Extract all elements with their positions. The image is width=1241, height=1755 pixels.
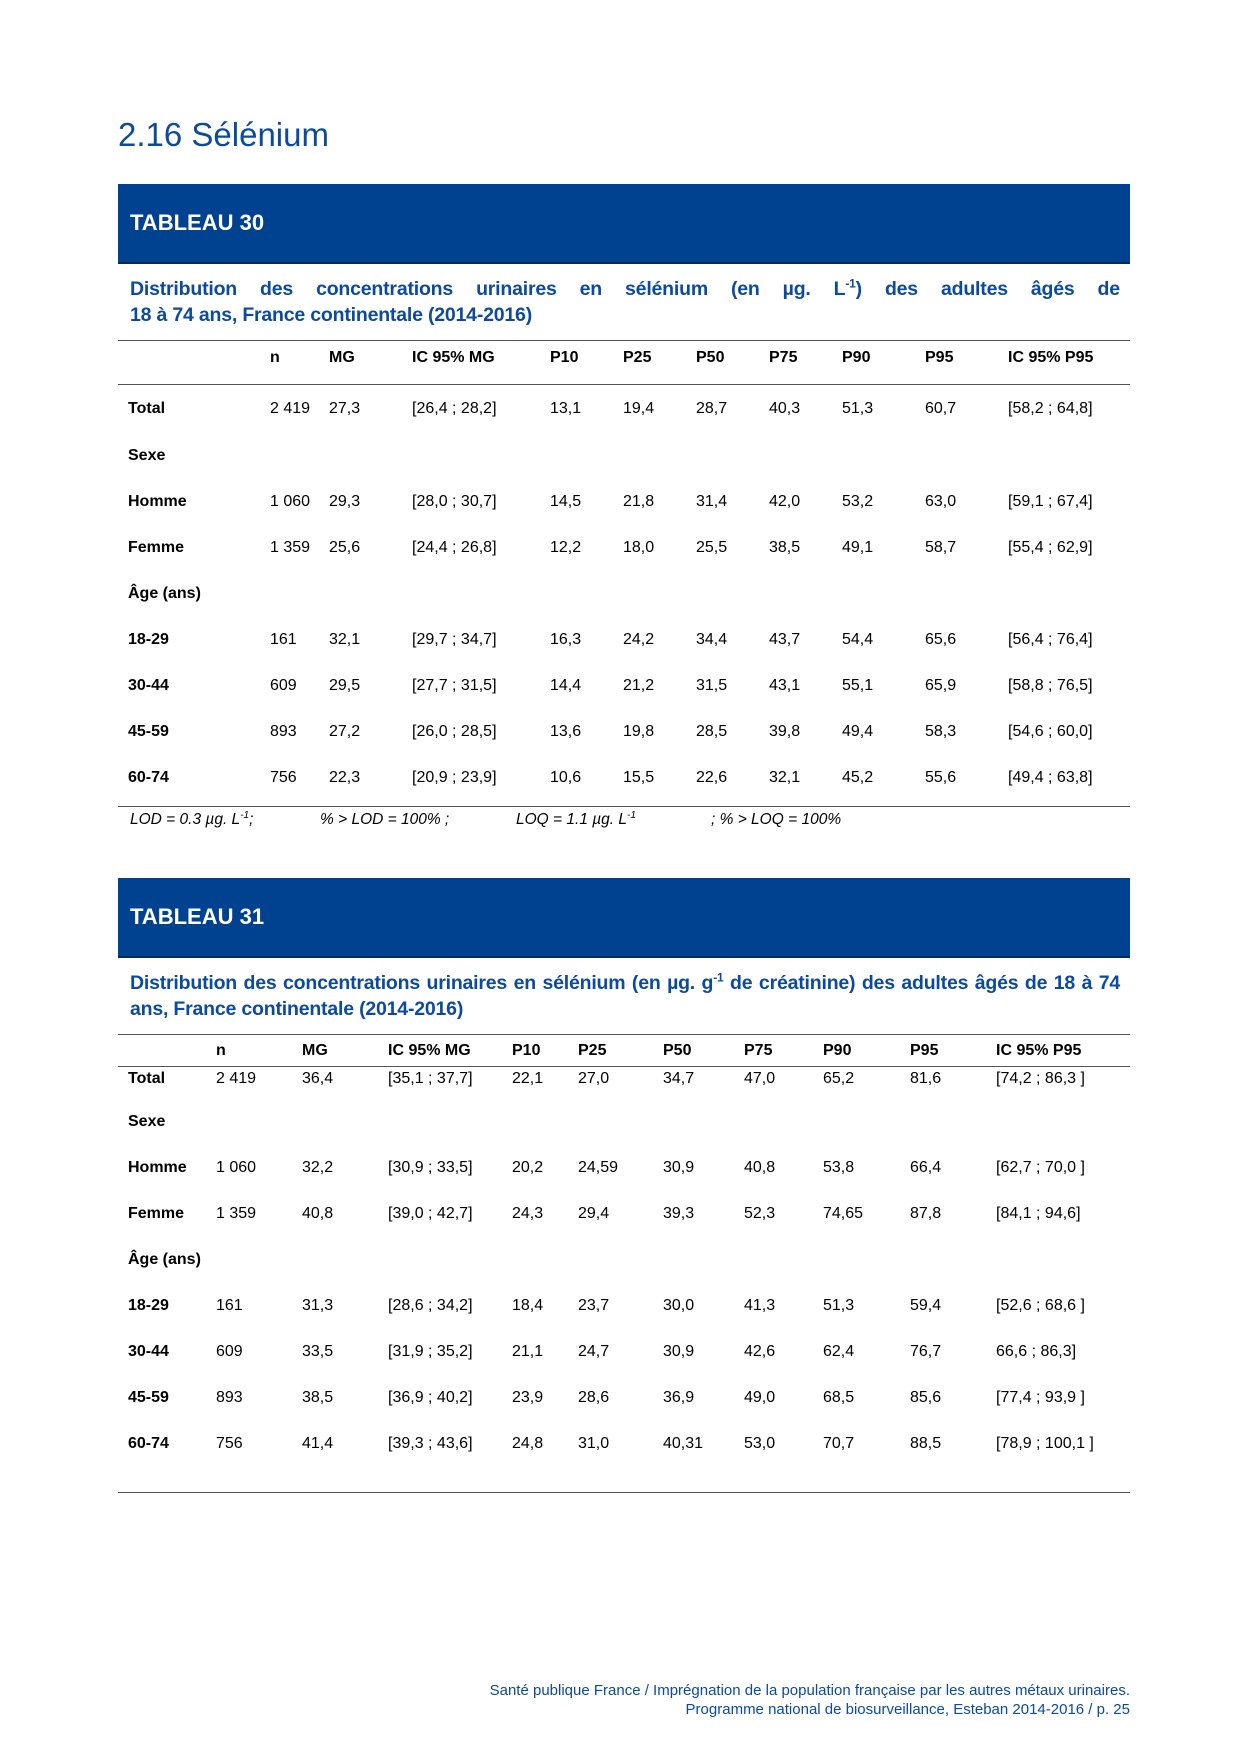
table-cell: 49,4 <box>842 722 874 740</box>
table-cell: 85,6 <box>910 1388 942 1406</box>
table-cell: 23,7 <box>578 1296 610 1314</box>
table-cell: 12,2 <box>550 538 582 556</box>
table-cell: 19,8 <box>623 722 655 740</box>
row-label: Sexe <box>128 446 166 464</box>
table-cell: 63,0 <box>925 492 957 510</box>
table-cell <box>578 1237 663 1283</box>
table-cell: 31,5 <box>696 676 728 694</box>
table-row <box>118 663 1130 709</box>
table-cell: [58,2 ; 64,8] <box>1008 399 1093 417</box>
table-31 <box>118 1034 1130 1493</box>
table-cell: 38,5 <box>769 538 801 556</box>
table-cell <box>412 433 550 479</box>
table-cell <box>663 1237 744 1283</box>
table-cell <box>744 1237 823 1283</box>
table-cell <box>696 571 769 617</box>
table-cell: 13,6 <box>550 722 582 740</box>
caption-word: en <box>579 278 603 300</box>
table-cell: 30,9 <box>663 1342 695 1360</box>
table-cell <box>623 433 696 479</box>
table-cell: 893 <box>270 722 297 740</box>
table-cell: 24,2 <box>623 630 655 648</box>
table-cell: 36,4 <box>302 1070 334 1087</box>
table-cell <box>1008 571 1130 617</box>
table-cell: 30,9 <box>663 1158 695 1176</box>
table-cell <box>302 1099 388 1145</box>
column-header <box>118 341 270 385</box>
table-cell: 43,1 <box>769 676 801 694</box>
row-label: Âge (ans) <box>128 584 201 602</box>
table-cell <box>623 571 696 617</box>
table-cell: 14,5 <box>550 492 582 510</box>
row-label: Femme <box>128 1204 185 1222</box>
table-cell: 27,3 <box>329 399 361 417</box>
table-cell: 609 <box>270 676 297 694</box>
table-cell <box>388 1237 512 1283</box>
table-cell: 49,1 <box>842 538 874 556</box>
table-cell: 31,3 <box>302 1296 334 1314</box>
table-cell: [26,4 ; 28,2] <box>412 399 497 417</box>
table-cell: 74,65 <box>823 1204 864 1222</box>
table-cell: 16,3 <box>550 630 582 648</box>
caption-word: adultes <box>940 278 1008 300</box>
table-cell <box>744 1099 823 1145</box>
table-cell: [59,1 ; 67,4] <box>1008 492 1093 510</box>
table-cell <box>842 571 925 617</box>
table-cell: 36,9 <box>663 1388 695 1406</box>
column-header: P75 <box>744 1041 773 1059</box>
table-cell: 47,0 <box>744 1070 776 1087</box>
table-cell: 43,7 <box>769 630 801 648</box>
table-cell <box>996 1099 1130 1145</box>
table-cell: 1 060 <box>270 492 311 510</box>
column-header: P10 <box>550 349 579 366</box>
column-header: MG <box>329 349 355 366</box>
table-cell <box>1008 433 1130 479</box>
table-cell <box>512 1237 578 1283</box>
row-label: 30-44 <box>128 676 169 694</box>
table-cell <box>823 1237 910 1283</box>
table-cell: 28,5 <box>696 722 728 740</box>
table-cell: [31,9 ; 35,2] <box>388 1342 473 1360</box>
column-header: MG <box>302 1041 328 1059</box>
table-cell: [24,4 ; 26,8] <box>412 538 497 556</box>
table-cell: [35,1 ; 37,7] <box>388 1070 473 1087</box>
row-label: Âge (ans) <box>128 1250 201 1268</box>
table-cell: [39,3 ; 43,6] <box>388 1434 473 1452</box>
table-cell: 24,8 <box>512 1434 544 1452</box>
column-header: P95 <box>910 1041 939 1059</box>
table-cell: 1 359 <box>270 538 311 556</box>
caption-word: des <box>260 278 294 300</box>
table-cell <box>270 571 329 617</box>
table-cell: 18,0 <box>623 538 655 556</box>
table-cell: 31,0 <box>578 1434 610 1452</box>
table-cell <box>663 1099 744 1145</box>
table-cell: 66,6 ; 86,3] <box>996 1342 1077 1360</box>
caption-word: (en <box>730 278 760 300</box>
table-cell: 1 359 <box>216 1204 257 1222</box>
table-cell <box>925 571 1008 617</box>
table-cell <box>512 1099 578 1145</box>
table-cell: 65,9 <box>925 676 957 694</box>
table-cell: 21,2 <box>623 676 655 694</box>
table-cell <box>216 1099 302 1145</box>
table-cell: 88,5 <box>910 1434 942 1452</box>
table-cell: 27,2 <box>329 722 361 740</box>
table-cell: 54,4 <box>842 630 874 648</box>
row-label: Homme <box>128 1158 187 1176</box>
table-row <box>118 1067 1130 1099</box>
table-cell: 14,4 <box>550 676 582 694</box>
row-label: Sexe <box>128 1112 166 1130</box>
table-cell: 59,4 <box>910 1296 942 1314</box>
table-cell: [58,8 ; 76,5] <box>1008 676 1093 694</box>
table-cell: 23,9 <box>512 1388 544 1406</box>
table-cell: 42,6 <box>744 1342 776 1360</box>
table-cell: 40,8 <box>302 1204 334 1222</box>
table-cell: [49,4 ; 63,8] <box>1008 768 1093 786</box>
table-cell: [27,7 ; 31,5] <box>412 676 497 694</box>
table-cell <box>910 1237 996 1283</box>
table-cell: 893 <box>216 1388 243 1406</box>
row-label: Total <box>128 399 166 417</box>
table-cell: [26,0 ; 28,5] <box>412 722 497 740</box>
table-cell: 24,59 <box>578 1158 619 1176</box>
row-label: Total <box>128 1070 166 1087</box>
table-cell: 27,0 <box>578 1070 610 1087</box>
table-cell <box>270 433 329 479</box>
column-header: n <box>216 1041 226 1059</box>
table-cell: 40,31 <box>663 1434 704 1452</box>
table-cell: 19,4 <box>623 399 655 417</box>
table-cell: 1 060 <box>216 1158 257 1176</box>
caption-word: µg. <box>782 278 811 300</box>
caption-word: sélénium <box>625 278 708 300</box>
table-cell: 24,7 <box>578 1342 610 1360</box>
table-cell: 33,5 <box>302 1342 334 1360</box>
table-cell: 51,3 <box>842 399 874 417</box>
table-row <box>118 1099 1130 1145</box>
table-cell: 55,6 <box>925 768 957 786</box>
table-cell: 39,8 <box>769 722 801 740</box>
table-cell <box>550 571 623 617</box>
table-cell <box>216 1237 302 1283</box>
row-label: Femme <box>128 538 185 556</box>
column-header: P90 <box>842 349 871 366</box>
column-header: P10 <box>512 1041 541 1059</box>
caption-line-2: 18 à 74 ans, France continentale (2014-2016) <box>130 304 532 326</box>
table-cell: 15,5 <box>623 768 655 786</box>
table-cell: 28,7 <box>696 399 728 417</box>
table-cell <box>550 433 623 479</box>
table-cell: 65,2 <box>823 1070 855 1087</box>
table-cell: 10,6 <box>550 768 582 786</box>
table-31-block <box>118 878 1130 1493</box>
table-cell: 55,1 <box>842 676 874 694</box>
table-cell: 756 <box>270 768 297 786</box>
table-cell <box>696 433 769 479</box>
table-row <box>118 479 1130 525</box>
table-cell: 25,6 <box>329 538 361 556</box>
table-31-header-row <box>118 1035 1130 1067</box>
lod-note: LOD = 0.3 µg. $L^{-1}$; <box>130 809 254 828</box>
table-cell: 2 419 <box>216 1070 257 1087</box>
table-30-note <box>118 807 1130 833</box>
table-cell: 39,3 <box>663 1204 695 1222</box>
table-bottom-rule <box>118 801 1130 807</box>
lod-percent-note: % > LOD = 100% ; <box>320 811 450 828</box>
table-cell: [55,4 ; 62,9] <box>1008 538 1093 556</box>
table-cell: 41,3 <box>744 1296 776 1314</box>
table-cell: 81,6 <box>910 1070 942 1087</box>
column-header: P95 <box>925 349 954 366</box>
table-cell: 28,6 <box>578 1388 610 1406</box>
table-cell: 18,4 <box>512 1296 544 1314</box>
section-title: 2.16 Sélénium <box>118 116 329 153</box>
column-header: P50 <box>663 1041 692 1059</box>
table-cell: [54,6 ; 60,0] <box>1008 722 1093 740</box>
table-cell: [77,4 ; 93,9 ] <box>996 1388 1085 1406</box>
table-row <box>118 525 1130 571</box>
table-30-block <box>118 184 1130 833</box>
table-cell: 42,0 <box>769 492 801 510</box>
row-label: 45-59 <box>128 722 169 740</box>
table-cell: 65,6 <box>925 630 957 648</box>
table-cell <box>910 1099 996 1145</box>
table-cell <box>329 571 412 617</box>
table-cell: 31,4 <box>696 492 728 510</box>
row-label: Homme <box>128 492 187 510</box>
column-header: n <box>270 349 280 366</box>
table-cell: [84,1 ; 94,6] <box>996 1204 1081 1222</box>
caption-word: concentrations <box>316 278 454 300</box>
table-cell <box>578 1099 663 1145</box>
table-row <box>118 617 1130 663</box>
table-row <box>118 1283 1130 1329</box>
column-header: P90 <box>823 1041 852 1059</box>
table-cell: 21,8 <box>623 492 655 510</box>
table-cell: [30,9 ; 33,5] <box>388 1158 473 1176</box>
table-cell: 40,8 <box>744 1158 776 1176</box>
table-cell: 22,6 <box>696 768 728 786</box>
table-cell <box>412 571 550 617</box>
table-row <box>118 1421 1130 1467</box>
table-cell: 40,3 <box>769 399 801 417</box>
table-cell: 22,1 <box>512 1070 544 1087</box>
table-row <box>118 1191 1130 1237</box>
loq-note: LOQ = 1.1 µg. $L^{-1}$ <box>516 809 636 828</box>
column-header: IC 95% MG <box>388 1041 471 1059</box>
caption-word: des <box>884 278 918 300</box>
table-cell: [28,0 ; 30,7] <box>412 492 497 510</box>
table-cell <box>996 1237 1130 1283</box>
table-cell: 29,5 <box>329 676 361 694</box>
table-cell: 51,3 <box>823 1296 855 1314</box>
table-cell: 62,4 <box>823 1342 855 1360</box>
table-30 <box>118 340 1130 807</box>
table-row <box>118 433 1130 479</box>
table-cell: 34,7 <box>663 1070 695 1087</box>
caption-word: Distribution <box>130 278 238 300</box>
column-header: IC 95% P95 <box>996 1041 1082 1059</box>
table-cell <box>329 433 412 479</box>
table-cell <box>842 433 925 479</box>
table-cell <box>823 1099 910 1145</box>
table-cell: [74,2 ; 86,3 ] <box>996 1070 1085 1087</box>
row-label: 18-29 <box>128 1296 169 1314</box>
row-label: 18-29 <box>128 630 169 648</box>
footer-line-2: Programme national de biosurveillance, Esteban 2014-2016 / p. 25 <box>685 1701 1130 1718</box>
table-cell <box>388 1099 512 1145</box>
table-cell: 52,3 <box>744 1204 776 1222</box>
table-row <box>118 1329 1130 1375</box>
column-header: P50 <box>696 349 725 366</box>
loq-percent-note: ; % > LOQ = 100% <box>711 811 842 828</box>
table-row <box>118 571 1130 617</box>
table-cell: [78,9 ; 100,1 ] <box>996 1434 1094 1452</box>
table-row <box>118 1145 1130 1191</box>
table-cell: 53,0 <box>744 1434 776 1452</box>
caption-word: urinaires <box>476 278 557 300</box>
table-cell: 20,2 <box>512 1158 544 1176</box>
table-cell: 38,5 <box>302 1388 334 1406</box>
table-row <box>118 709 1130 755</box>
table-cell: 53,8 <box>823 1158 855 1176</box>
table-cell: 29,4 <box>578 1204 610 1222</box>
table-cell: 21,1 <box>512 1342 544 1360</box>
table-30-header-row <box>118 341 1130 385</box>
table-cell: 53,2 <box>842 492 874 510</box>
page-footer <box>490 1681 1130 1719</box>
table-cell: 22,3 <box>329 768 361 786</box>
table-cell: [28,6 ; 34,2] <box>388 1296 473 1314</box>
column-header: P25 <box>623 349 652 366</box>
table-cell: [56,4 ; 76,4] <box>1008 630 1093 648</box>
table-cell <box>925 433 1008 479</box>
table-cell: [52,6 ; 68,6 ] <box>996 1296 1085 1314</box>
table-cell: 87,8 <box>910 1204 942 1222</box>
table-cell: 25,5 <box>696 538 728 556</box>
table-cell: [36,9 ; 40,2] <box>388 1388 473 1406</box>
table-31-caption: Distribution des concentrations urinaires en sélénium (en µg. $g^{-1}$ de créatinine) des adultes âgés de 18 à 74 ans, France continentale (2014-2016) <box>130 970 1121 1020</box>
column-header: IC 95% P95 <box>1008 349 1094 366</box>
table-cell: 66,4 <box>910 1158 942 1176</box>
table-cell: 32,1 <box>329 630 361 648</box>
table-cell: 32,1 <box>769 768 801 786</box>
caption-word: âgés <box>1030 278 1075 300</box>
table-cell: 2 419 <box>270 399 311 417</box>
row-label: 60-74 <box>128 1434 169 1452</box>
table-cell: 49,0 <box>744 1388 776 1406</box>
table-cell: 161 <box>270 630 297 648</box>
table-cell: 76,7 <box>910 1342 942 1360</box>
column-header: IC 95% MG <box>412 349 495 366</box>
table-cell <box>769 433 842 479</box>
table-30-banner: TABLEAU 30 <box>118 184 1130 264</box>
table-cell: [62,7 ; 70,0 ] <box>996 1158 1085 1176</box>
caption-word: de <box>1097 278 1120 300</box>
table-cell: 41,4 <box>302 1434 334 1452</box>
table-cell <box>302 1237 388 1283</box>
column-header: P75 <box>769 349 798 366</box>
table-cell: 24,3 <box>512 1204 544 1222</box>
table-cell: 756 <box>216 1434 243 1452</box>
table-row <box>118 1375 1130 1421</box>
caption-line-1 <box>130 276 1120 302</box>
column-header: P25 <box>578 1041 607 1059</box>
table-cell: [20,9 ; 23,9] <box>412 768 497 786</box>
row-label: 60-74 <box>128 768 169 786</box>
caption-word: $L^{-1}$) <box>833 276 862 300</box>
table-31-banner: TABLEAU 31 <box>118 878 1130 958</box>
table-cell: 58,3 <box>925 722 957 740</box>
table-cell: 609 <box>216 1342 243 1360</box>
table-cell: [29,7 ; 34,7] <box>412 630 497 648</box>
table-cell: 60,7 <box>925 399 957 417</box>
table-cell: 34,4 <box>696 630 728 648</box>
table-cell: 161 <box>216 1296 243 1314</box>
row-label: 45-59 <box>128 1388 169 1406</box>
table-cell: 13,1 <box>550 399 582 417</box>
table-cell: 45,2 <box>842 768 874 786</box>
table-cell: 70,7 <box>823 1434 855 1452</box>
footer-line-1: Santé publique France / Imprégnation de la population française par les autres métaux urinaires. <box>489 1682 1130 1699</box>
table-cell: 58,7 <box>925 538 957 556</box>
table-row <box>118 385 1130 433</box>
table-row <box>118 1237 1130 1283</box>
table-cell <box>769 571 842 617</box>
column-header <box>118 1035 216 1067</box>
table-cell: 32,2 <box>302 1158 334 1176</box>
table-bottom-rule <box>118 1467 1130 1493</box>
table-cell: 68,5 <box>823 1388 855 1406</box>
row-label: 30-44 <box>128 1342 169 1360</box>
table-cell: [39,0 ; 42,7] <box>388 1204 473 1222</box>
table-30-caption <box>118 264 1130 340</box>
table-row <box>118 755 1130 801</box>
table-cell: 30,0 <box>663 1296 695 1314</box>
table-cell: 29,3 <box>329 492 361 510</box>
